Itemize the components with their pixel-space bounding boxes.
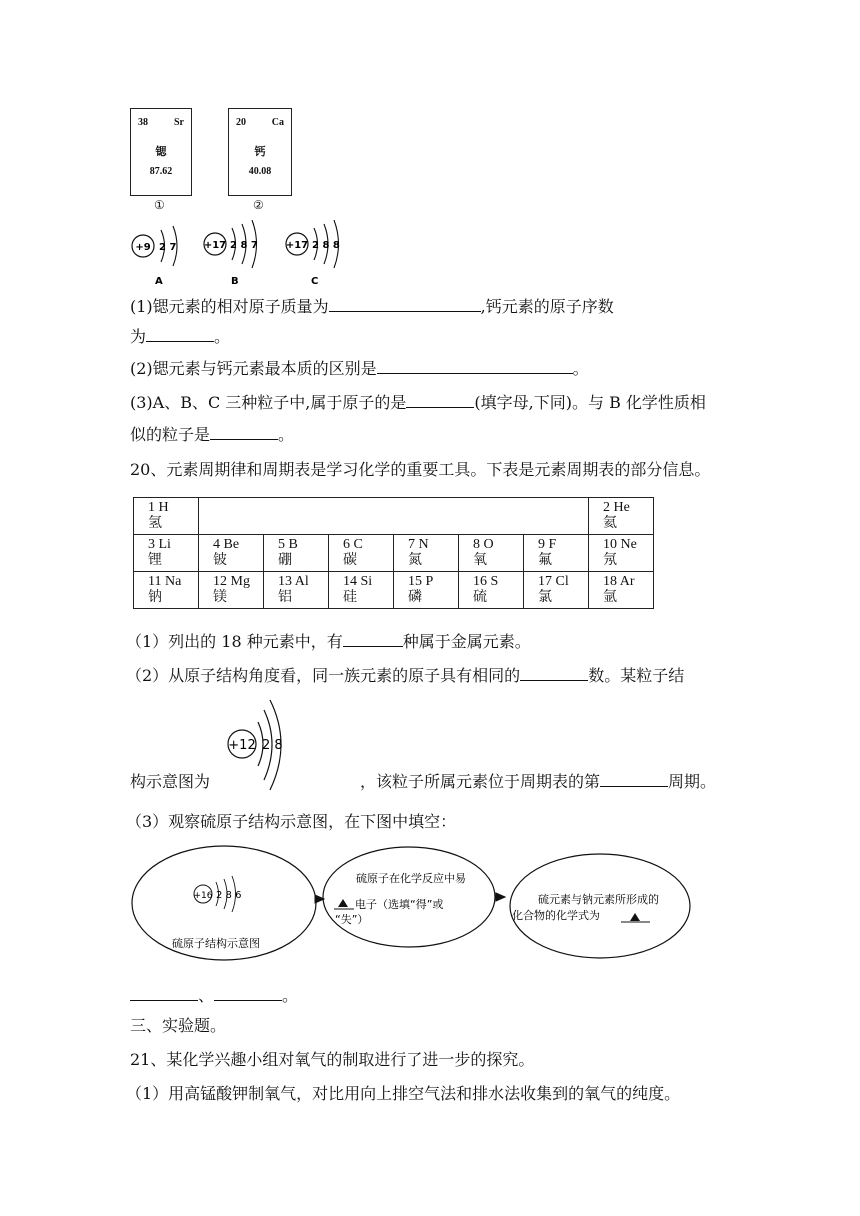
table-cell: 11 Na 钠 bbox=[134, 572, 199, 609]
periodic-table bbox=[133, 497, 654, 609]
q21-part1: （1）用高锰酸钾制氧气，对比用向上排空气法和排水法收集到的氧气的纯度。 bbox=[126, 1084, 681, 1103]
nucleus-label: +12 bbox=[228, 738, 256, 753]
table-cell: 18 Ar 氩 bbox=[589, 572, 654, 609]
answer-blank[interactable] bbox=[214, 984, 282, 1001]
particle-label: A bbox=[155, 276, 163, 287]
table-cell: 5 B 硼 bbox=[264, 535, 329, 572]
answer-blank[interactable] bbox=[343, 630, 403, 647]
table-cell: 2 He 氦 bbox=[589, 498, 654, 535]
table-cell: 16 S 硫 bbox=[459, 572, 524, 609]
table-cell: 14 Si 硅 bbox=[329, 572, 394, 609]
table-cell: 1 H 氢 bbox=[134, 498, 199, 535]
q21-title: 21、某化学兴趣小组对氧气的制取进行了进一步的探究。 bbox=[130, 1050, 535, 1069]
nucleus-label: +17 bbox=[285, 240, 309, 251]
q19-part2: (2)锶元素与钙元素最本质的区别是 。 bbox=[130, 359, 589, 378]
answer-blank[interactable] bbox=[146, 325, 214, 342]
card-caption-1: ① bbox=[154, 198, 165, 212]
oval-text: 硫元素与钠元素所形成的 bbox=[538, 893, 659, 906]
table-row bbox=[134, 535, 654, 572]
answer-blank[interactable] bbox=[130, 984, 198, 1001]
table-cell: 15 P 磷 bbox=[394, 572, 459, 609]
q20-part2-line1: （2）从原子结构角度看，同一族元素的原子具有相同的 数。某粒子结 bbox=[126, 666, 685, 685]
sulfur-flow-diagram bbox=[128, 842, 694, 964]
q19-part3-line1: (3)A、B、C 三种粒子中,属于原子的是 (填字母,下同)。与 B 化学性质相 bbox=[130, 393, 706, 412]
atomic-number: 38 bbox=[138, 117, 148, 128]
table-cell: 6 C 碳 bbox=[329, 535, 394, 572]
atomic-number: 20 bbox=[236, 117, 246, 128]
q19-part1-line1: (1)锶元素的相对原子质量为 ,钙元素的原子序数 bbox=[130, 297, 614, 316]
answer-blank[interactable] bbox=[329, 295, 481, 312]
element-symbol: Sr bbox=[174, 117, 184, 128]
nucleus-label: +17 bbox=[203, 240, 227, 251]
q20-part2-line2: 构示意图为 ，该粒子所属元素位于周期表的第 周期。 bbox=[130, 772, 717, 791]
particle-diagrams bbox=[125, 220, 365, 290]
oval-sulfur-atom bbox=[132, 846, 316, 960]
answer-blank[interactable] bbox=[210, 423, 278, 440]
element-name: 锶 bbox=[155, 146, 167, 158]
answer-blank[interactable] bbox=[377, 357, 573, 374]
table-cell: 10 Ne 氖 bbox=[589, 535, 654, 572]
table-row bbox=[134, 498, 654, 535]
element-card-sr bbox=[130, 108, 192, 196]
card-caption-2: ② bbox=[253, 198, 264, 212]
table-cell: 3 Li 锂 bbox=[134, 535, 199, 572]
oval-text: 电子（选填“得”或 bbox=[355, 898, 444, 911]
shell-electrons: 2 8 8 bbox=[312, 240, 340, 251]
nucleus-label: +9 bbox=[135, 242, 151, 253]
shell-electrons: 2 8 7 bbox=[230, 240, 258, 251]
particle-a bbox=[132, 226, 177, 287]
triangle-icon bbox=[630, 913, 640, 921]
shell-electrons: 2 8 6 bbox=[216, 890, 242, 901]
answer-blank[interactable] bbox=[600, 770, 668, 787]
triangle-icon bbox=[338, 899, 348, 907]
q19-part1-line2: 为 。 bbox=[130, 327, 231, 346]
answer-blank[interactable] bbox=[406, 391, 474, 408]
nucleus-label: +16 bbox=[193, 891, 213, 901]
table-cell: 12 Mg 镁 bbox=[199, 572, 264, 609]
table-gap bbox=[199, 498, 589, 535]
oval-text: 化合物的化学式为 bbox=[512, 909, 600, 922]
table-cell: 4 Be 铍 bbox=[199, 535, 264, 572]
table-cell: 13 Al 铝 bbox=[264, 572, 329, 609]
q20-part1: （1）列出的 18 种元素中，有 种属于金属元素。 bbox=[126, 632, 531, 651]
shell-electrons: 2 7 bbox=[159, 242, 177, 253]
oval-text: “失”） bbox=[335, 913, 369, 926]
table-row bbox=[134, 572, 654, 609]
q20-part3: （3）观察硫原子结构示意图，在下图中填空： bbox=[126, 812, 457, 831]
particle-b bbox=[204, 220, 258, 287]
table-cell: 9 F 氟 bbox=[524, 535, 589, 572]
q19-part3-line2: 似的粒子是 。 bbox=[130, 425, 295, 444]
oval-compound bbox=[510, 854, 690, 958]
atomic-mass: 87.62 bbox=[149, 166, 173, 177]
table-cell: 8 O 氧 bbox=[459, 535, 524, 572]
oval-electron-gain bbox=[323, 847, 495, 947]
element-card-ca bbox=[228, 108, 292, 196]
oval-caption: 硫原子结构示意图 bbox=[172, 937, 260, 950]
table-cell: 7 N 氮 bbox=[394, 535, 459, 572]
element-symbol: Ca bbox=[271, 117, 284, 128]
element-name: 钙 bbox=[254, 146, 266, 158]
section-3-heading: 三、实验题。 bbox=[130, 1016, 227, 1035]
shell-electrons: 2 8 bbox=[262, 738, 283, 753]
q20-title: 20、元素周期律和周期表是学习化学的重要工具。下表是元素周期表的部分信息。 bbox=[130, 460, 711, 479]
oval-text: 硫原子在化学反应中易 bbox=[356, 872, 466, 885]
particle-c bbox=[286, 220, 340, 287]
q20-part3-answers: 、 。 bbox=[130, 984, 298, 1007]
particle-label: C bbox=[311, 276, 319, 287]
atomic-mass: 40.08 bbox=[248, 166, 272, 177]
answer-blank[interactable] bbox=[520, 664, 588, 681]
particle-label: B bbox=[231, 276, 239, 287]
table-cell: 17 Cl 氯 bbox=[524, 572, 589, 609]
